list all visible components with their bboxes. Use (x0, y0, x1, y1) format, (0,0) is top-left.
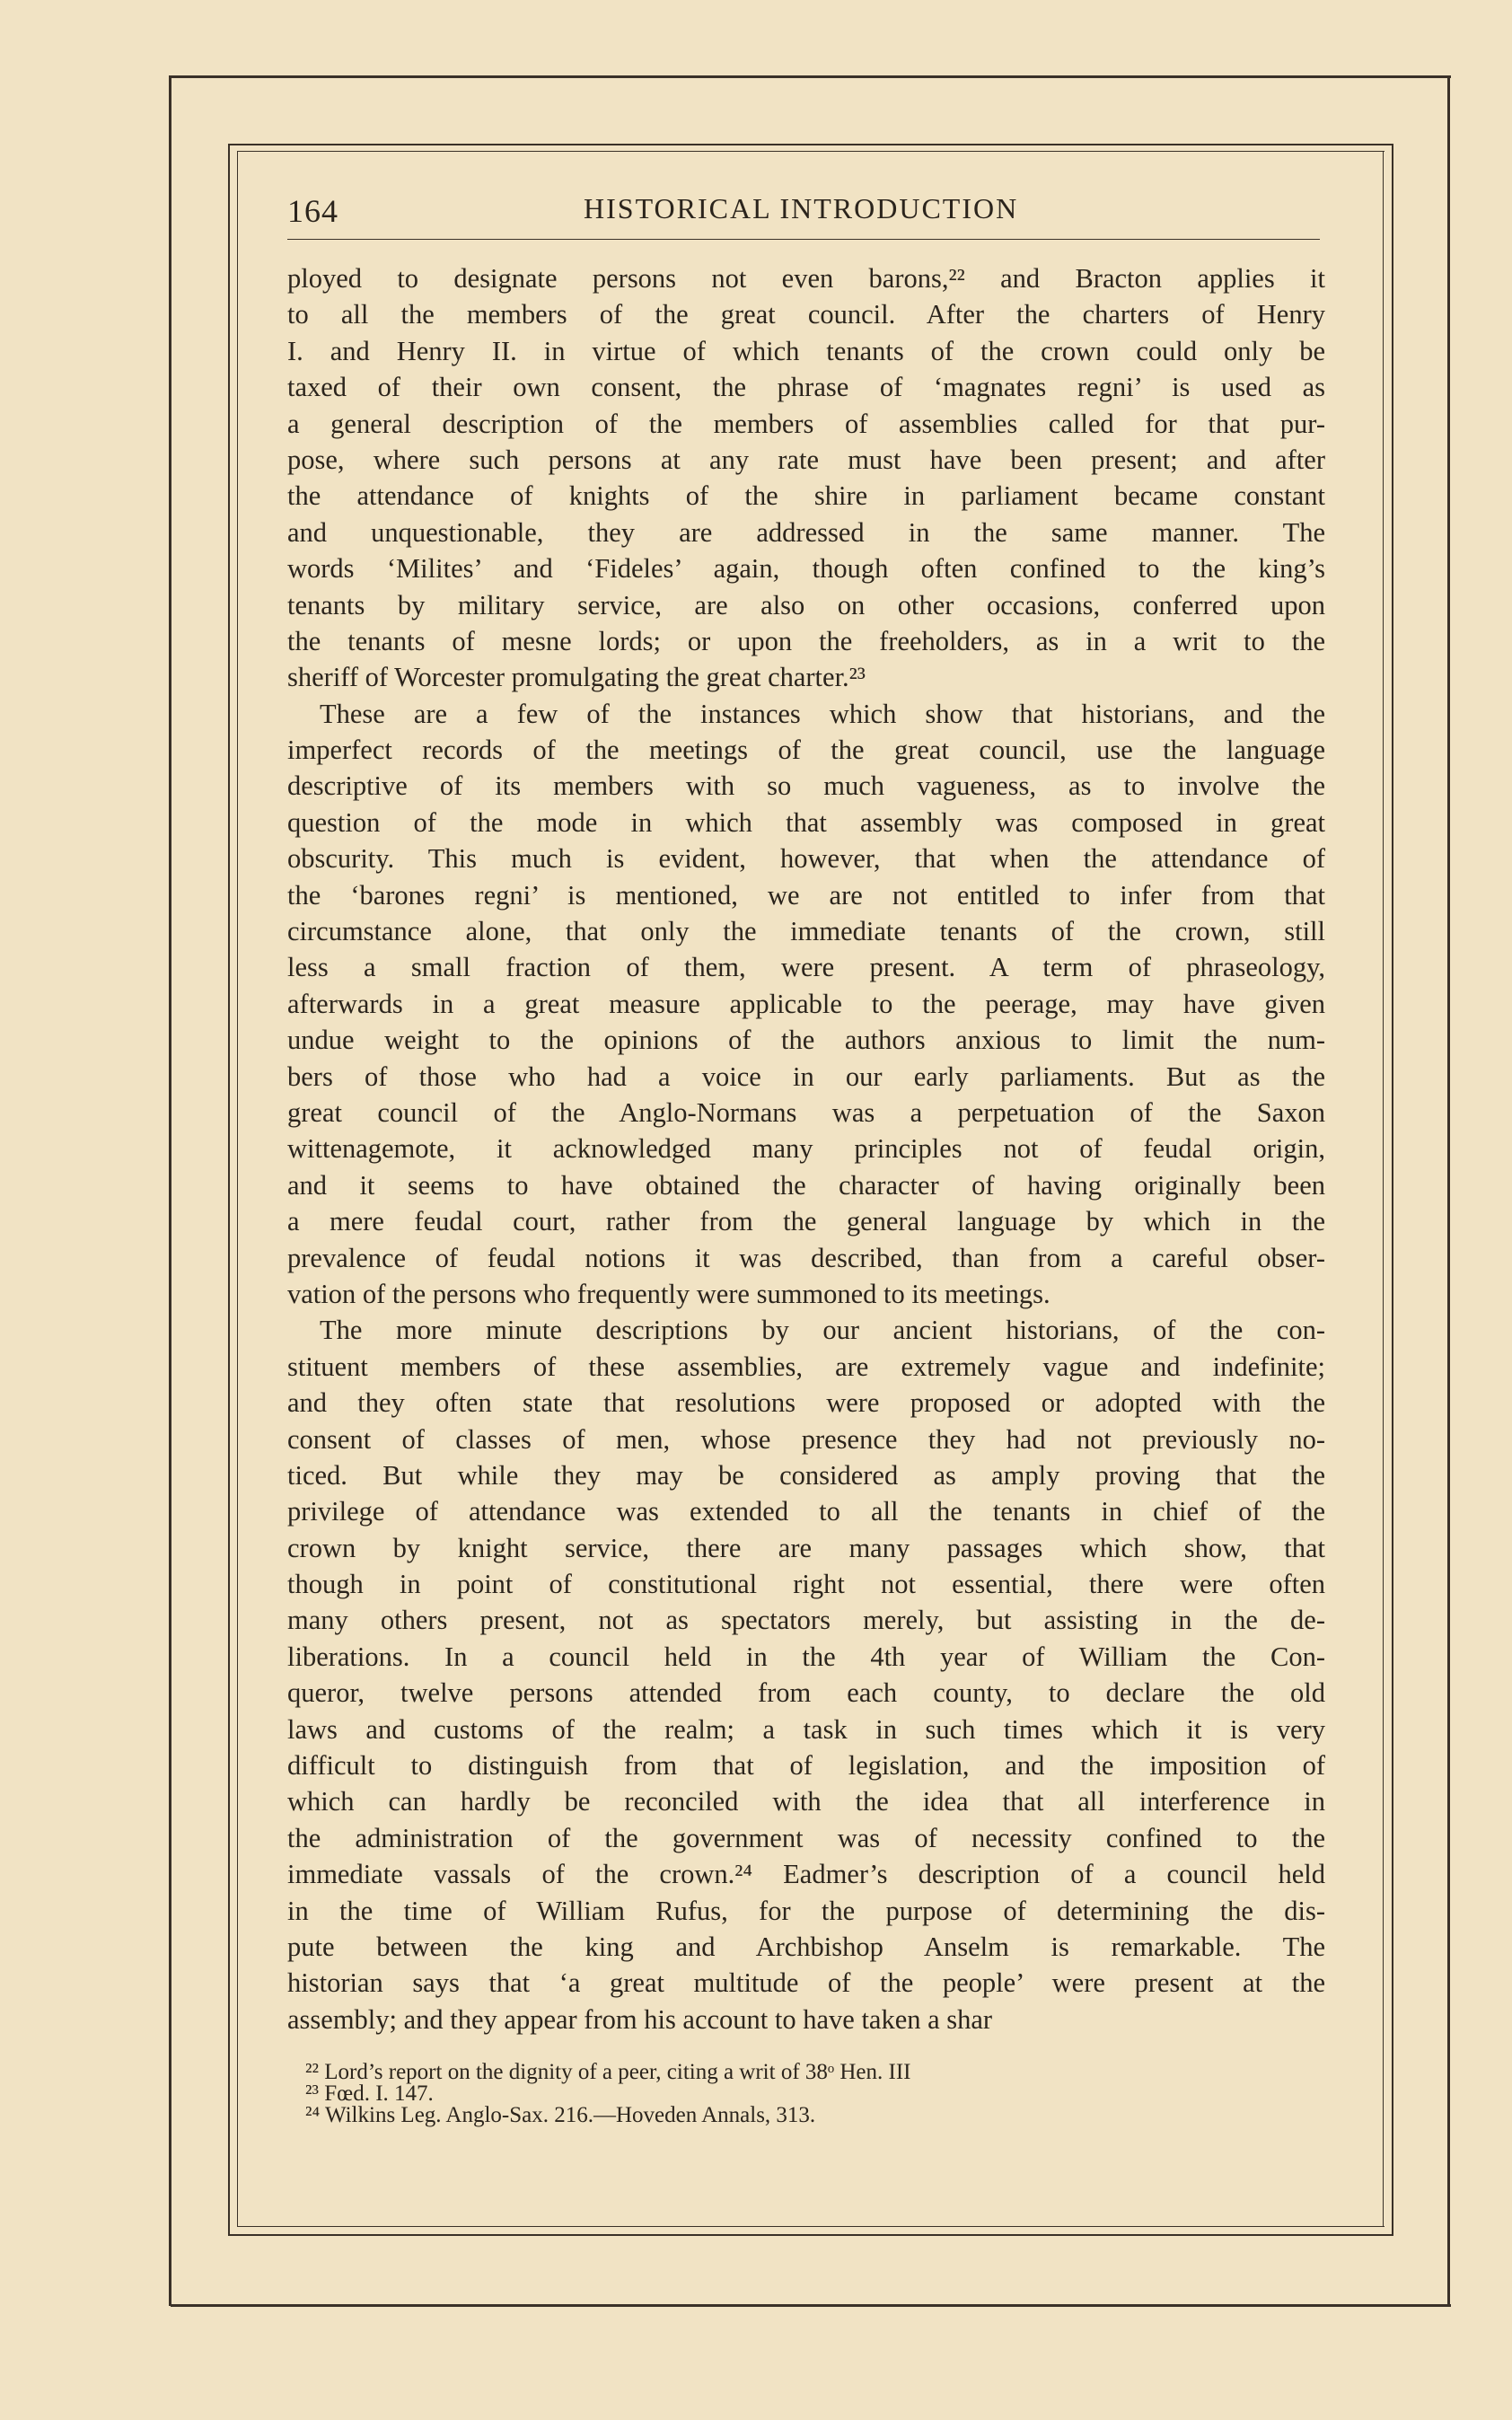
text-line: obscurity. This much is evident, however, that when the attendance of (287, 843, 1325, 875)
text-line: stituent members of these assemblies, are extremely vague and indefinite; (287, 1351, 1325, 1382)
text-line: which can hardly be reconciled with the idea that all interference in (287, 1786, 1325, 1817)
text-line: pose, where such persons at any rate must have been present; and after (287, 444, 1325, 475)
text-line: afterwards in a great measure applicable to the peerage, may have given (287, 988, 1325, 1019)
page-header (287, 192, 1347, 232)
text-line: a mere feudal court, rather from the general language by which in the (287, 1206, 1325, 1237)
text-line: taxed of their own consent, the phrase of ‘magnates regni’ is used as (287, 372, 1325, 403)
text-line: question of the mode in which that assembly was composed in great (287, 806, 1325, 838)
footnotes (305, 2062, 1293, 2126)
outer-frame-right (1447, 75, 1450, 2306)
text-line: immediate vassals of the crown.²⁴ Eadmer’s description of a council held (287, 1859, 1325, 1890)
text-line: though in point of constitutional right not essential, there were often (287, 1569, 1325, 1600)
text-line: privilege of attendance was extended to all the tenants in chief of the (287, 1496, 1325, 1527)
text-line: consent of classes of men, whose presence they had not previously no- (287, 1423, 1325, 1455)
text-line: ticed. But while they may be considered as amply proving that the (287, 1459, 1325, 1491)
header-rule (287, 239, 1320, 240)
text-line: sheriff of Worcester promulgating the great charter.²³ (287, 662, 866, 693)
text-line: wittenagemote, it acknowledged many principles not of feudal origin, (287, 1133, 1325, 1165)
text-line: less a small fraction of them, were present. A term of phraseology, (287, 952, 1325, 983)
text-line: the ‘barones regni’ is mentioned, we are not entitled to infer from that (287, 879, 1325, 911)
outer-frame-left (169, 75, 171, 2306)
text-line: the administration of the government was of necessity confined to the (287, 1822, 1325, 1853)
text-line: difficult to distinguish from that of legislation, and the imposition of (287, 1750, 1325, 1782)
inner-frame-left-double (237, 151, 238, 2227)
inner-frame-bottom-double (237, 2226, 1385, 2227)
text-line: laws and customs of the realm; a task in such times which it is very (287, 1713, 1325, 1745)
text-line: a general description of the members of assemblies called for that pur- (287, 408, 1325, 439)
outer-frame-bottom (171, 2304, 1451, 2307)
text-line: undue weight to the opinions of the authors anxious to limit the num- (287, 1025, 1325, 1056)
text-line: vation of the persons who frequently were summoned to its meetings. (287, 1278, 1050, 1309)
text-line: pute between the king and Archbishop Anselm is remarkable. The (287, 1931, 1325, 1962)
inner-frame-right (1392, 144, 1393, 2236)
text-line: bers of those who had a voice in our early parliaments. But as the (287, 1060, 1325, 1092)
text-line: and unquestionable, they are addressed in the same manner. The (287, 516, 1325, 548)
inner-frame-top (228, 144, 1393, 145)
text-line: words ‘Milites’ and ‘Fideles’ again, though often confined to the king’s (287, 553, 1325, 585)
text-line: I. and Henry II. in virtue of which tenants of the crown could only be (287, 335, 1325, 366)
text-line: assembly; and they appear from his account to have taken a shar (287, 2003, 993, 2035)
text-line: the attendance of knights of the shire in parliament became constant (287, 480, 1325, 512)
text-line: many others present, not as spectators merely, but assisting in the de- (287, 1605, 1325, 1636)
text-line: and it seems to have obtained the character of having originally been (287, 1169, 1325, 1201)
footnote: ²³ Fœd. I. 147. (305, 2081, 434, 2106)
text-line: descriptive of its members with so much vagueness, as to involve the (287, 770, 1325, 802)
text-line: historian says that ‘a great multitude of the people’ were present at the (287, 1967, 1325, 1999)
text-line: ployed to designate persons not even barons,²² and Bracton applies it (287, 263, 1325, 294)
text-line: These are a few of the instances which show that historians, and the (320, 698, 1325, 729)
text-line: imperfect records of the meetings of the great council, use the language (287, 735, 1325, 766)
text-line: to all the members of the great council. After the charters of Henry (287, 299, 1325, 330)
outer-frame-top (171, 75, 1451, 78)
text-line: the tenants of mesne lords; or upon the freeholders, as in a writ to the (287, 625, 1325, 656)
text-line: and they often state that resolutions were proposed or adopted with the (287, 1387, 1325, 1419)
text-line: prevalence of feudal notions it was described, than from a careful obser- (287, 1242, 1325, 1273)
inner-frame-right-double (1383, 151, 1384, 2227)
text-line: liberations. In a council held in the 4th year of William the Con- (287, 1641, 1325, 1672)
inner-frame-top-double (237, 151, 1385, 152)
text-line: queror, twelve persons attended from each county, to declare the old (287, 1677, 1325, 1709)
text-line: tenants by military service, are also on other occasions, conferred upon (287, 589, 1325, 620)
footnote: ²² Lord’s report on the dignity of a peer, citing a writ of 38ᵒ Hen. III (305, 2060, 911, 2084)
body-text (287, 260, 1325, 2037)
text-line: The more minute descriptions by our ancient historians, of the con- (320, 1315, 1325, 1346)
text-line: crown by knight service, there are many passages which show, that (287, 1532, 1325, 1563)
running-head: HISTORICAL INTRODUCTION (584, 192, 1019, 224)
text-line: great council of the Anglo-Normans was a perpetuation of the Saxon (287, 1096, 1325, 1128)
text-line: in the time of William Rufus, for the purpose of determining the dis- (287, 1895, 1325, 1926)
inner-frame-left (228, 144, 230, 2236)
footnote: ²⁴ Wilkins Leg. Anglo-Sax. 216.—Hoveden Annals, 313. (305, 2103, 816, 2127)
inner-frame-bottom (228, 2234, 1393, 2236)
text-line: circumstance alone, that only the immediate tenants of the crown, still (287, 916, 1325, 947)
page-number: 164 (287, 193, 338, 229)
